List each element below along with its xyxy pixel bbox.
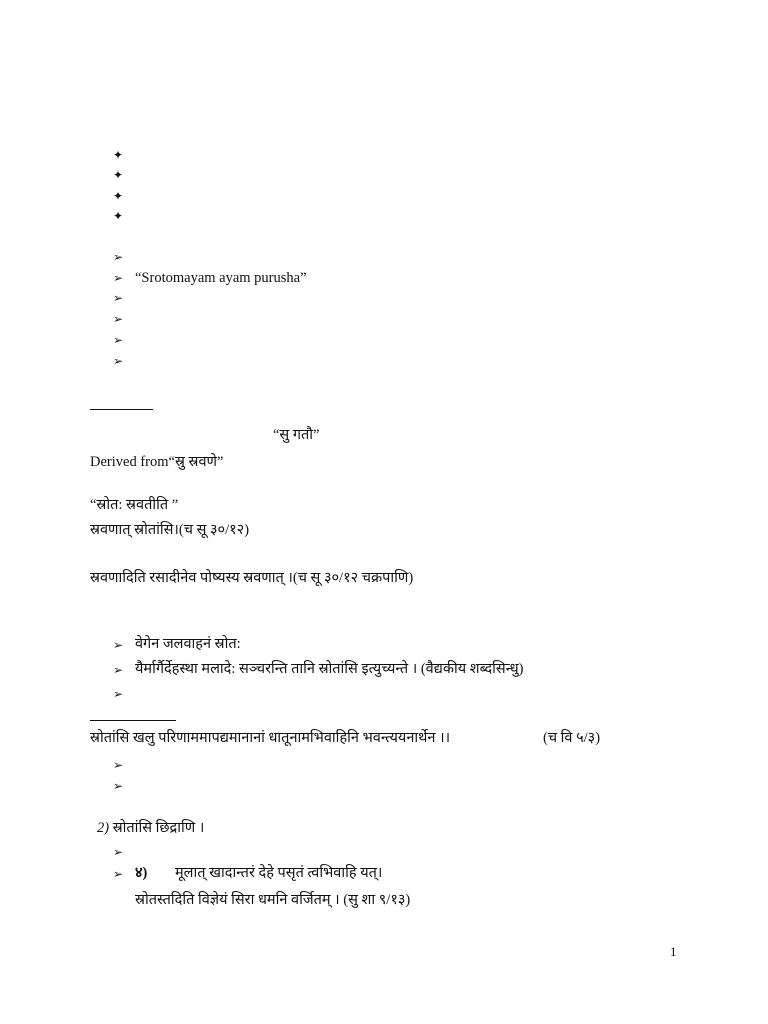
srota-sravati-line: “स्रोत: स्रवतीति ” (90, 497, 179, 513)
arrow-bullet: ➢ (113, 333, 124, 347)
arrow-bullet: ➢ (113, 291, 124, 305)
arrow-bullet: ➢ (113, 687, 124, 701)
su-gatau-line: “सु गतौ” (273, 427, 320, 443)
arrow-bullet: ➢ (113, 250, 124, 264)
arrow-bullet: ➢ (113, 354, 124, 368)
mulat-number: ४) (135, 865, 148, 881)
heading-underline (90, 720, 176, 721)
sravanaditi-line: स्रवणादिति रसादीनेव पोष्यस्य स्रवणात् ।(च सू ३०/१२ चक्रपाणि) (90, 570, 414, 586)
chidrani-number: 2) (97, 820, 110, 836)
chidrani-line (97, 821, 204, 836)
arrow-bullet: ➢ (113, 312, 124, 326)
khalu-reference: (च वि ५/३) (543, 730, 601, 746)
sravanat-line: स्रवणात् स्रोतांसि।(च सू ३०/१२) (90, 522, 250, 538)
mulat-line: मूलात् खादान्तरं देहे पसृतं त्वभिवाहि यत्। (175, 865, 383, 881)
heading-underline (90, 409, 153, 410)
star-bullet: ✦ (113, 189, 124, 203)
arrow-bullet: ➢ (113, 271, 124, 285)
arrow-bullet: ➢ (113, 779, 124, 793)
vegena-line: वेगेन जलवाहनं स्रोत: (135, 636, 241, 652)
star-bullet: ✦ (113, 168, 124, 182)
star-bullet: ✦ (113, 209, 124, 223)
derived-from-line: Derived from“स्रु स्रवणे” (90, 454, 224, 470)
star-bullet: ✦ (113, 148, 124, 162)
arrow-bullet: ➢ (113, 638, 124, 652)
arrow-bullet: ➢ (113, 758, 124, 772)
khalu-line: स्रोतांसि खलु परिणाममापद्यमानानां धातूनामभिवाहिनि भवन्त्ययनार्थेन ।। (90, 730, 451, 746)
arrow-bullet: ➢ (113, 867, 124, 881)
yairmargair-line: यैर्मार्गैर्देहस्था मलादे: सञ्चरन्ति तानि स्रोतांसि इत्युच्यन्ते । (वैद्यकीय शब्दसिन्धु) (135, 661, 524, 677)
page-number: 1 (670, 944, 677, 959)
srotastaditi-line: स्रोतस्तदिति विज्ञेयं सिरा धमनि वर्जितम् । (सु शा ९/१३) (135, 892, 411, 908)
arrow-list-item: “Srotomayam ayam purusha” (135, 270, 307, 286)
chidrani-text: स्रोतांसि छिद्राणि । (109, 820, 205, 836)
arrow-bullet: ➢ (113, 845, 124, 859)
arrow-bullet: ➢ (113, 663, 124, 677)
